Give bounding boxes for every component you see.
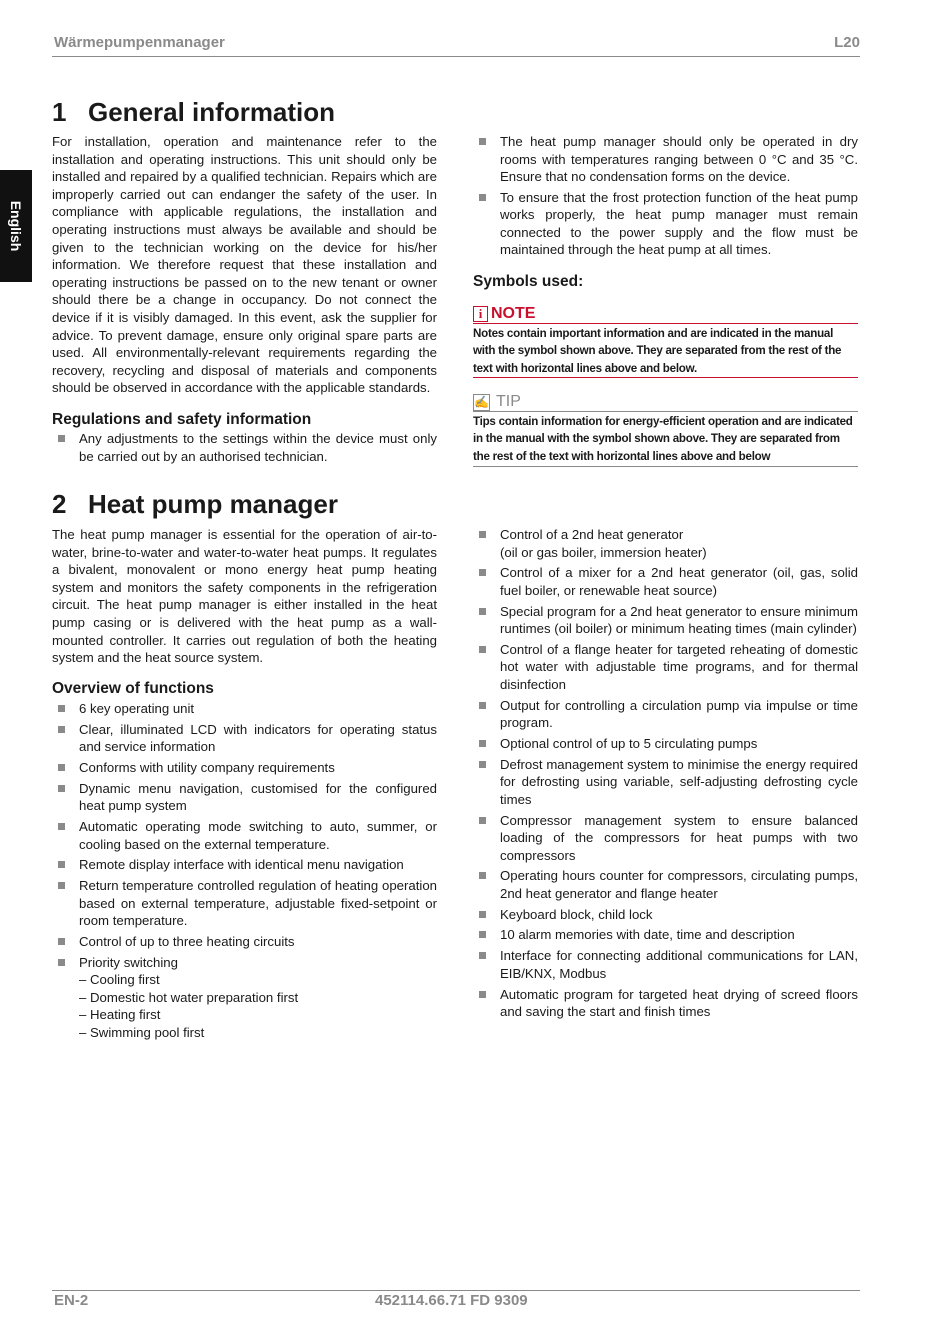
header-rule — [52, 56, 860, 57]
priority-sub-item: – Domestic hot water preparation first — [79, 989, 299, 1005]
list-item: Optional control of up to 5 circulating pumps — [473, 735, 858, 753]
footer-rule — [52, 1290, 860, 1291]
regulations-list — [52, 430, 437, 468]
priority-sub-item: – Heating first — [79, 1007, 161, 1023]
list-item: 10 alarm memories with date, time and description — [473, 926, 858, 944]
list-item: Conforms with utility company requirements — [52, 759, 437, 777]
note-text: Notes contain important information and are indicated in the manual with the symbol shown above. They are separated from the rest of the text with horizontal lines above and below. — [473, 327, 842, 375]
priority-sub-item: – Swimming pool first — [79, 1024, 205, 1040]
overview-right-list — [473, 526, 858, 1024]
list-item: Special program for a 2nd heat generator to ensure minimum runtimes (oil boiler) or minimum heating times (main cylinder) — [473, 603, 858, 638]
section-2-title: Heat pump manager — [88, 489, 338, 519]
list-item: Output for controlling a circulation pump via impulse or time program. — [473, 697, 858, 732]
list-item: The heat pump manager should only be operated in dry rooms with temperatures ranging between 0 °C and 35 °C. Ensure that no condensation forms on the device. — [473, 133, 858, 186]
overview-left-list — [52, 700, 437, 1045]
priority-sub-item: – Cooling first — [79, 972, 160, 988]
note-label: NOTE — [491, 305, 536, 322]
header-code: L20 — [834, 34, 860, 51]
note-title — [473, 305, 535, 323]
list-item: Remote display interface with identical menu navigation — [52, 856, 437, 874]
section-2-heading — [52, 489, 338, 520]
list-item: Control of a mixer for a 2nd heat generator (oil, gas, solid fuel boiler, or renewable heat source) — [473, 564, 858, 599]
note-bottom-rule — [473, 377, 858, 378]
section-1-intro: For installation, operation and maintenance refer to the installation and operating instructions. This unit should only be installed and repaired by a qualified technician. Repairs which are improperly carried out can endanger the safety of the user. In compliance with applicable regulations, the installation and operating instructions must always be available and should be given to the technician working on the device for his/her information. We therefore request that these installation and operating instructions be passed on to the new tenant or owner should there be a change in occupancy. Do not connect the device if it is visibly damaged. In this event, ask the supplier for advice. To prevent damage, ensure only original spare parts are used. All environmentally-relevant requirements regarding the recovery, recycling and disposal of materials and components should be observed in accordance with the applicable standards. — [52, 134, 437, 396]
hand-writing-icon: ✍ — [474, 395, 489, 409]
tip-bottom-rule — [473, 466, 858, 467]
list-item: Operating hours counter for compressors, circulating pumps, 2nd heat generator and flange heater — [473, 867, 858, 902]
header-title: Wärmepumpenmanager — [54, 34, 225, 51]
note-top-rule — [473, 323, 858, 324]
section-1-title: General information — [88, 97, 336, 127]
tip-text: Tips contain information for energy-efficient operation and are indicated in the manual with the symbol shown above. They are separated from the rest of the text with horizontal lines above and below — [473, 415, 853, 463]
list-item: Keyboard block, child lock — [473, 906, 858, 924]
list-item: 6 key operating unit — [52, 700, 437, 718]
language-tab-label: English — [8, 200, 24, 252]
list-item: Return temperature controlled regulation of heating operation based on external temperature, adjustable fixed-setpoint or room temperature. — [52, 877, 437, 930]
list-item: Interface for connecting additional communications for LAN, EIB/KNX, Modbus — [473, 947, 858, 982]
list-item-sub: (oil or gas boiler, immersion heater) — [500, 544, 707, 560]
list-item: Compressor management system to ensure balanced loading of the compressors for heat pumps with two compressors — [473, 812, 858, 865]
regulations-heading: Regulations and safety information — [52, 411, 312, 428]
section-2-number: 2 — [52, 489, 67, 519]
language-tab — [0, 170, 32, 282]
section-1-heading — [52, 97, 335, 128]
section-1-right-list — [473, 133, 858, 262]
list-item: Dynamic menu navigation, customised for the configured heat pump system — [52, 780, 437, 815]
priority-label: Priority switching — [79, 954, 178, 970]
list-item: Defrost management system to minimise the energy required for defrosting using variable, self-adjusting defrosting cycle times — [473, 756, 858, 809]
info-icon: i — [473, 306, 488, 322]
tip-top-rule — [473, 411, 858, 412]
list-item: Automatic program for targeted heat drying of screed floors and saving the start and finish times — [473, 986, 858, 1021]
list-item: Control of up to three heating circuits — [52, 933, 437, 951]
tip-label: TIP — [496, 393, 521, 410]
list-item-label: Control of a 2nd heat generator — [500, 527, 684, 542]
tip-title — [473, 393, 521, 411]
list-item-priority-switching — [52, 954, 437, 1042]
list-item: To ensure that the frost protection function of the heat pump works properly, the heat pump manager must remain connected to the power supply and the flow must be maintained through the heat pump at all times. — [473, 189, 858, 259]
list-item-2nd-heat-generator — [473, 526, 858, 561]
footer-page-number: EN-2 — [54, 1292, 89, 1309]
list-item: Any adjustments to the settings within the device must only be carried out by an authorised technician. — [52, 430, 437, 465]
section-1-number: 1 — [52, 97, 67, 127]
footer-doc-number: 452114.66.71 FD 9309 — [375, 1292, 528, 1309]
overview-heading: Overview of functions — [52, 680, 214, 697]
list-item: Control of a flange heater for targeted reheating of domestic hot water with adjustable time programs, and for thermal disinfection — [473, 641, 858, 694]
list-item: Automatic operating mode switching to auto, summer, or cooling based on the external temperature. — [52, 818, 437, 853]
section-2-intro: The heat pump manager is essential for the operation of air-to-water, brine-to-water and water-to-water heat pumps. It regulates a bivalent, monovalent or mono energy heat pump heating system and monitors the safety components in the refrigeration circuit. The heat pump manager is either installed in the heat pump casing or is delivered with the heat pump as a wall-mounted controller. It carries out regulation of both the heating system and the heat source system. — [52, 527, 437, 666]
list-item: Clear, illuminated LCD with indicators for operating status and service information — [52, 721, 437, 756]
symbols-heading: Symbols used: — [473, 273, 584, 290]
